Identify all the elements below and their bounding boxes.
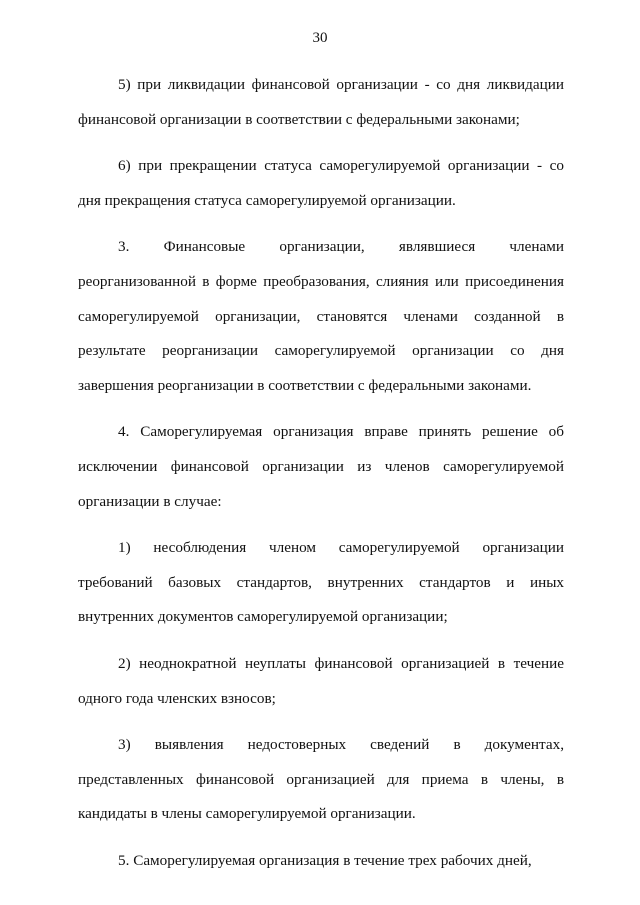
paragraph-item-3-false-information: 3) выявления недостоверных сведений в документах, представленных финансовой организацией для приема в члены, в кандидаты в члены саморегулируемой организации. — [78, 736, 564, 823]
paragraph-section-4-exclusion: 4. Саморегулируемая организация вправе принять решение об исключении финансовой организации из членов саморегулируемой организации в случае: — [78, 423, 564, 510]
document-body — [78, 68, 564, 878]
paragraph-item-2-nonpayment: 2) неоднократной неуплаты финансовой организацией в течение одного года членских взносов; — [78, 654, 564, 707]
paragraph-section-3-reorganization: 3. Финансовые организации, являвшиеся членами реорганизованной в форме преобразования, слияния или присоединения саморегулируемой организации, становятся членами созданной в результате реорганизации саморегулируемой организации со дня завершения реорганизации в соответствии с федеральными законами. — [78, 238, 564, 394]
paragraph-item-5-liquidation: 5) при ликвидации финансовой организации - со дня ликвидации финансовой организации в соответствии с федеральными законами; — [78, 76, 564, 128]
page-number: 30 — [312, 30, 328, 46]
paragraph-section-5-start: 5. Саморегулируемая организация в течение трех рабочих дней, — [118, 851, 532, 869]
paragraph-item-6-status-termination: 6) при прекращении статуса саморегулируемой организации - со дня прекращения статуса саморегулируемой организации. — [78, 157, 564, 209]
paragraph-item-1-noncompliance: 1) несоблюдения членом саморегулируемой организации требований базовых стандартов, внутренних стандартов и иных внутренних документов саморегулируемой организации; — [78, 539, 564, 626]
